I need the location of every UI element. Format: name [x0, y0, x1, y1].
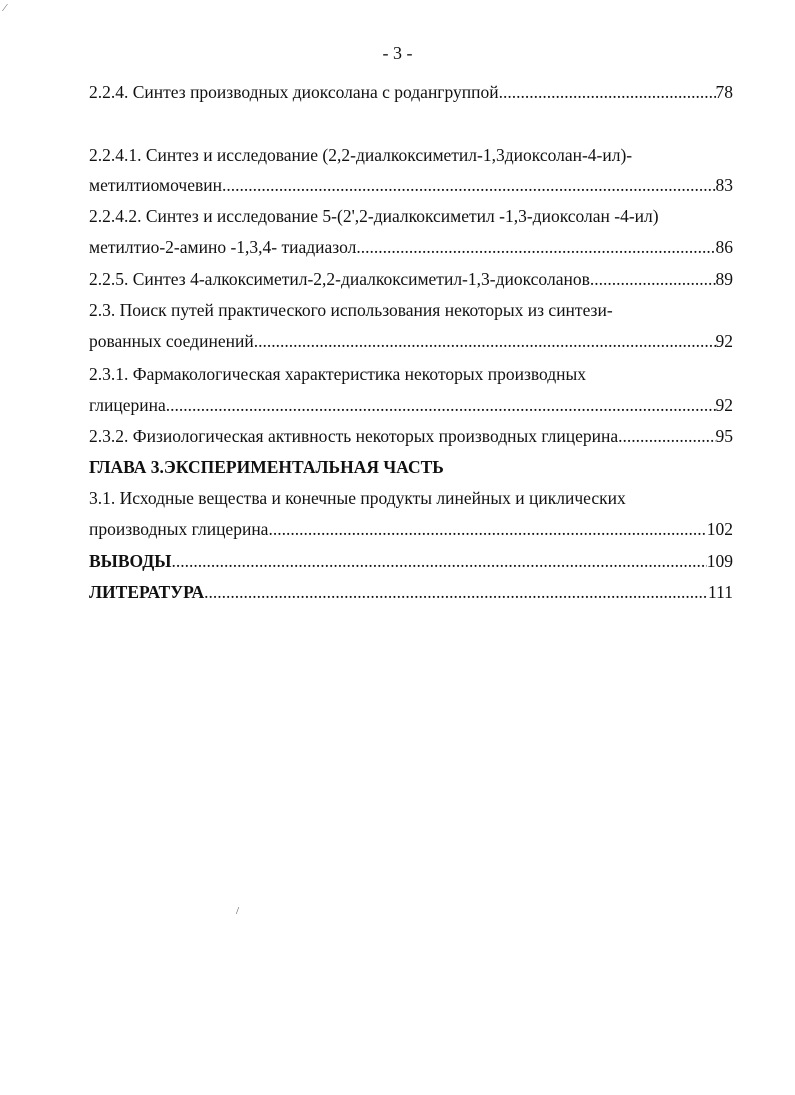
toc-page-number: 78: [715, 82, 733, 102]
toc-entry-label: метилтио-2-амино -1,3,4- тиадиазол: [89, 237, 357, 257]
toc-page-number: 109: [706, 551, 733, 571]
toc-entry-3-1: [89, 517, 733, 541]
toc-page-number: 102: [706, 519, 733, 539]
toc-entry-label: 2.2.5. Синтез 4-алкоксиметил-2,2-диалкоксиметил-1,3-диоксоланов: [89, 269, 590, 289]
toc-entry-2-3-line1: 2.3. Поиск путей практического использования некоторых из синтези-: [89, 300, 613, 320]
toc-entry-2-2-4-2-line1: 2.2.4.2. Синтез и исследование 5-(2',2-диалкоксиметил -1,3-диоксолан -4-ил): [89, 206, 659, 226]
toc-entry-2-2-4-1: [89, 173, 733, 197]
toc-page-number: 89: [715, 269, 733, 289]
toc-entry-references: [89, 580, 733, 604]
toc-entry-conclusions: [89, 549, 733, 573]
toc-entry-2-3-1-line1: 2.3.1. Фармакологическая характеристика некоторых производных: [89, 364, 587, 384]
toc-page-number: 111: [708, 582, 733, 602]
toc-leader-dots: [222, 173, 716, 197]
toc-leader-dots: [356, 235, 715, 259]
toc-leader-dots: [618, 424, 715, 448]
toc-page-number: 95: [715, 426, 733, 446]
toc-page-number: 83: [715, 175, 733, 195]
toc-entry-2-2-4: [89, 80, 733, 104]
toc-entry-2-2-5: [89, 267, 733, 291]
toc-entry-2-2-4-2: [89, 235, 733, 259]
toc-page-number: 92: [715, 395, 733, 415]
toc-entry-label: ЛИТЕРАТУРА: [89, 582, 205, 602]
scan-mark-bottom: /: [236, 905, 240, 917]
toc-leader-dots: [268, 517, 706, 541]
toc-entry-label: производных глицерина: [89, 519, 269, 539]
toc-leader-dots: [590, 267, 716, 291]
toc-page-number: 92: [715, 331, 733, 351]
toc-entry-label: рованных соединений: [89, 331, 254, 351]
toc-entry-2-3-2: [89, 424, 733, 448]
toc-entry-2-3: [89, 329, 733, 353]
toc-entry-label: глицерина: [89, 395, 166, 415]
toc-leader-dots: [166, 393, 716, 417]
toc-entry-2-2-4-1-line1: 2.2.4.1. Синтез и исследование (2,2-диалкоксиметил-1,3диоксолан-4-ил)-: [89, 145, 633, 165]
scan-mark-top-left: ⁄: [4, 2, 6, 14]
toc-entry-3-1-line1: 3.1. Исходные вещества и конечные продукты линейных и циклических: [89, 488, 626, 508]
toc-entry-label: метилтиомочевин: [89, 175, 222, 195]
toc-entry-label: ВЫВОДЫ: [89, 551, 172, 571]
toc-leader-dots: [172, 549, 707, 573]
toc-leader-dots: [254, 329, 716, 353]
toc-entry-label: 2.3.2. Физиологическая активность некоторых производных глицерина: [89, 426, 619, 446]
toc-leader-dots: [499, 80, 716, 104]
chapter-heading: ГЛАВА 3.ЭКСПЕРИМЕНТАЛЬНАЯ ЧАСТЬ: [89, 457, 444, 477]
toc-page-number: 86: [715, 237, 733, 257]
toc-entry-label: 2.2.4. Синтез производных диоксолана с родангруппой: [89, 82, 499, 102]
page-number: - 3 -: [382, 43, 413, 63]
toc-entry-2-3-1: [89, 393, 733, 417]
toc-leader-dots: [204, 580, 708, 604]
